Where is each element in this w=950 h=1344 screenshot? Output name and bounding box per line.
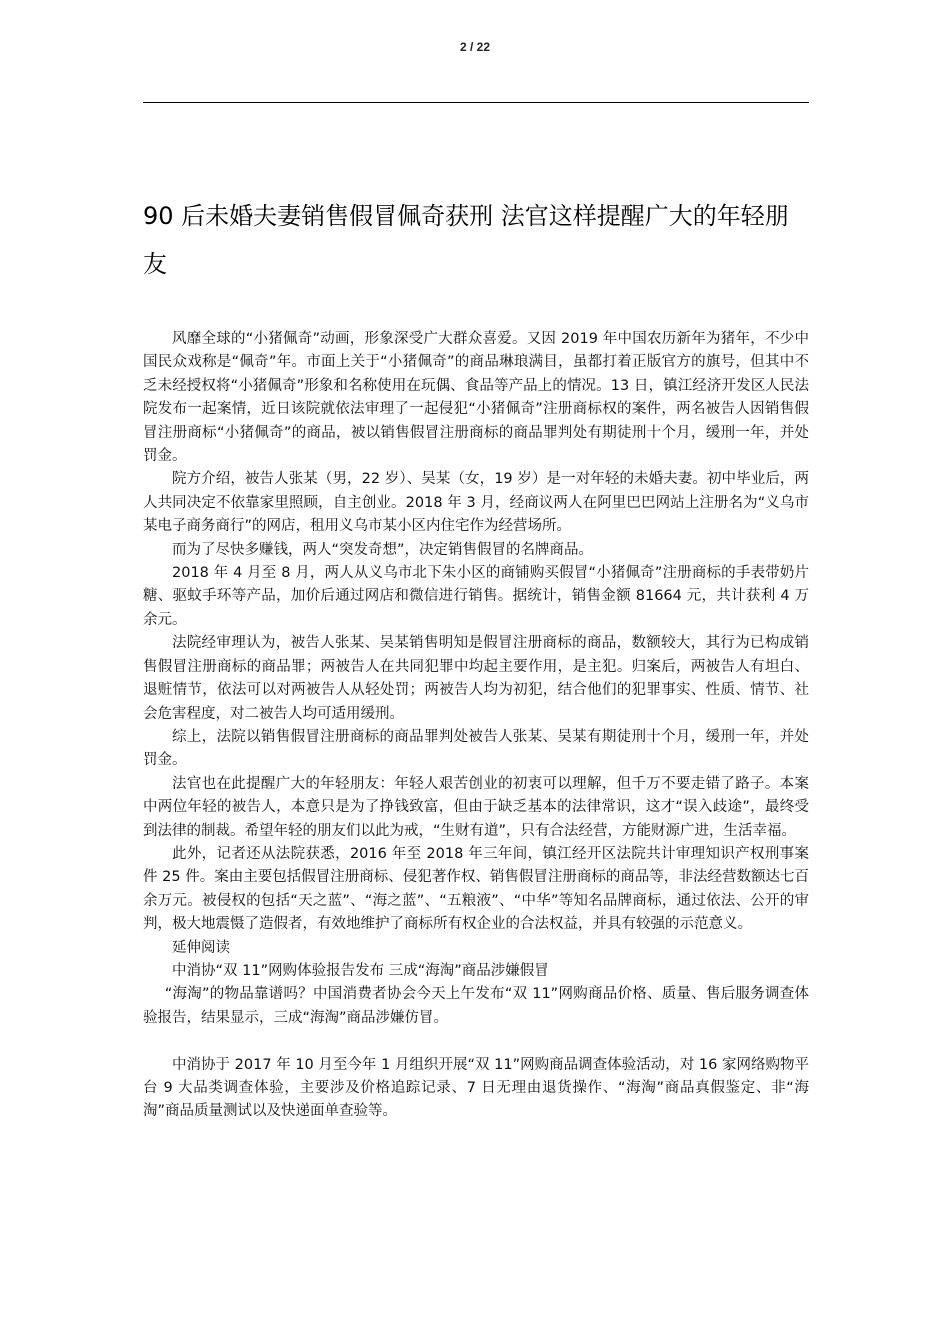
further-reading-heading: 延伸阅读	[172, 939, 230, 956]
header-divider	[143, 102, 809, 103]
paragraph: 而为了尽快多赚钱，两人“突发奇想”，决定销售假冒的名牌商品。	[172, 541, 594, 558]
blank-line	[143, 1030, 809, 1053]
page-number: 2 / 22	[459, 40, 491, 54]
paragraph: 综上，法院以销售假冒注册商标的商品罪判处被告人张某、吴某有期徒刑十个月，缓刑一年，并处罚金。	[143, 728, 809, 769]
paragraph: “海淘”的物品靠谱吗？中国消费者协会今天上午发布“双 11”网购商品价格、质量、售后服务调查体验报告，结果显示，三成“海淘”商品涉嫌仿冒。	[143, 986, 809, 1026]
article-title: 90 后未婚夫妻销售假冒佩奇获刑 法官这样提醒广大的年轻朋友	[143, 202, 789, 278]
paragraph: 法官也在此提醒广大的年轻朋友：年轻人艰苦创业的初衷可以理解，但千万不要走错了路子。本案中两位年轻的被告人，本意只是为了挣钱致富，但由于缺乏基本的法律常识，这才“误入歧途”，最终受到法律的制裁。希望年轻的朋友们以此为戒，“生财有道”，只有合法经营，方能财源广进，生活幸福。	[143, 775, 809, 839]
paragraph: 风靡全球的“小猪佩奇”动画，形象深受广大群众喜爱。又因 2019 年中国农历新年为猪年，不少中国民众戏称是“佩奇”年。市面上关于“小猪佩奇”的商品琳琅满目，虽都打着正版官方的旗号，但其中不乏未经授权将“小猪佩奇”形象和名称使用在玩偶、食品等产品上的情况。13 日，镇江经济开发区人民法院发布一起案情，近日该院就依法审理了一起侵犯“小猪佩奇”注册商标权的案件，两名被告人因销售假冒注册商标“小猪佩奇”的商品，被以销售假冒注册商标的商品罪判处有期徒刑十个月，缓刑一年，并处罚金。	[143, 331, 809, 465]
paragraph: 中消协于 2017 年 10 月至今年 1 月组织开展“双 11”网购商品调查体验活动，对 16 家网络购物平台 9 大品类调查体验，主要涉及价格追踪记录、7 日无理由退货操作、“海淘”商品真假鉴定、非“海淘”商品质量测试以及快递面单查验等。	[143, 1056, 809, 1120]
further-reading-link-title: 中消协“双 11”网购体验报告发布 三成“海淘”商品涉嫌假冒	[172, 962, 549, 979]
paragraph: 院方介绍，被告人张某（男，22 岁）、吴某（女，19 岁）是一对年轻的未婚夫妻。初中毕业后，两人共同决定不依靠家里照顾，自主创业。2018 年 3 月，经商议两人在阿里巴巴网站上注册名为“义乌市某电子商务商行”的网店，租用义乌市某小区内住宅作为经营场所。	[143, 471, 809, 535]
paragraph: 法院经审理认为，被告人张某、吴某销售明知是假冒注册商标的商品，数额较大，其行为已构成销售假冒注册商标的商品罪；两被告人在共同犯罪中均起主要作用，是主犯。归案后，两被告人有坦白、退赃情节，依法可以对两被告人从轻处罚；两被告人均为初犯，结合他们的犯罪事实、性质、情节、社会危害程度，对二被告人均可适用缓刑。	[143, 635, 809, 722]
article-body	[143, 328, 809, 1124]
paragraph: 2018 年 4 月至 8 月，两人从义乌市北下朱小区的商铺购买假冒“小猪佩奇”注册商标的手表带奶片糖、驱蚊手环等产品，加价后通过网店和微信进行销售。据统计，销售金额 81664 元，共计获利 4 万余元。	[143, 565, 809, 628]
paragraph: 此外，记者还从法院获悉，2016 年至 2018 年三年间，镇江经开区法院共计审理知识产权刑事案件 25 件。案由主要包括假冒注册商标、侵犯著作权、销售假冒注册商标的商品等，非法经营数额达七百余万元。被侵权的包括“天之蓝”、“海之蓝”、“五粮液”、“中华”等知名品牌商标，通过依法、公开的审判，极大地震慑了造假者，有效地维护了商标所有权企业的合法权益，并具有较强的示范意义。	[143, 845, 809, 933]
